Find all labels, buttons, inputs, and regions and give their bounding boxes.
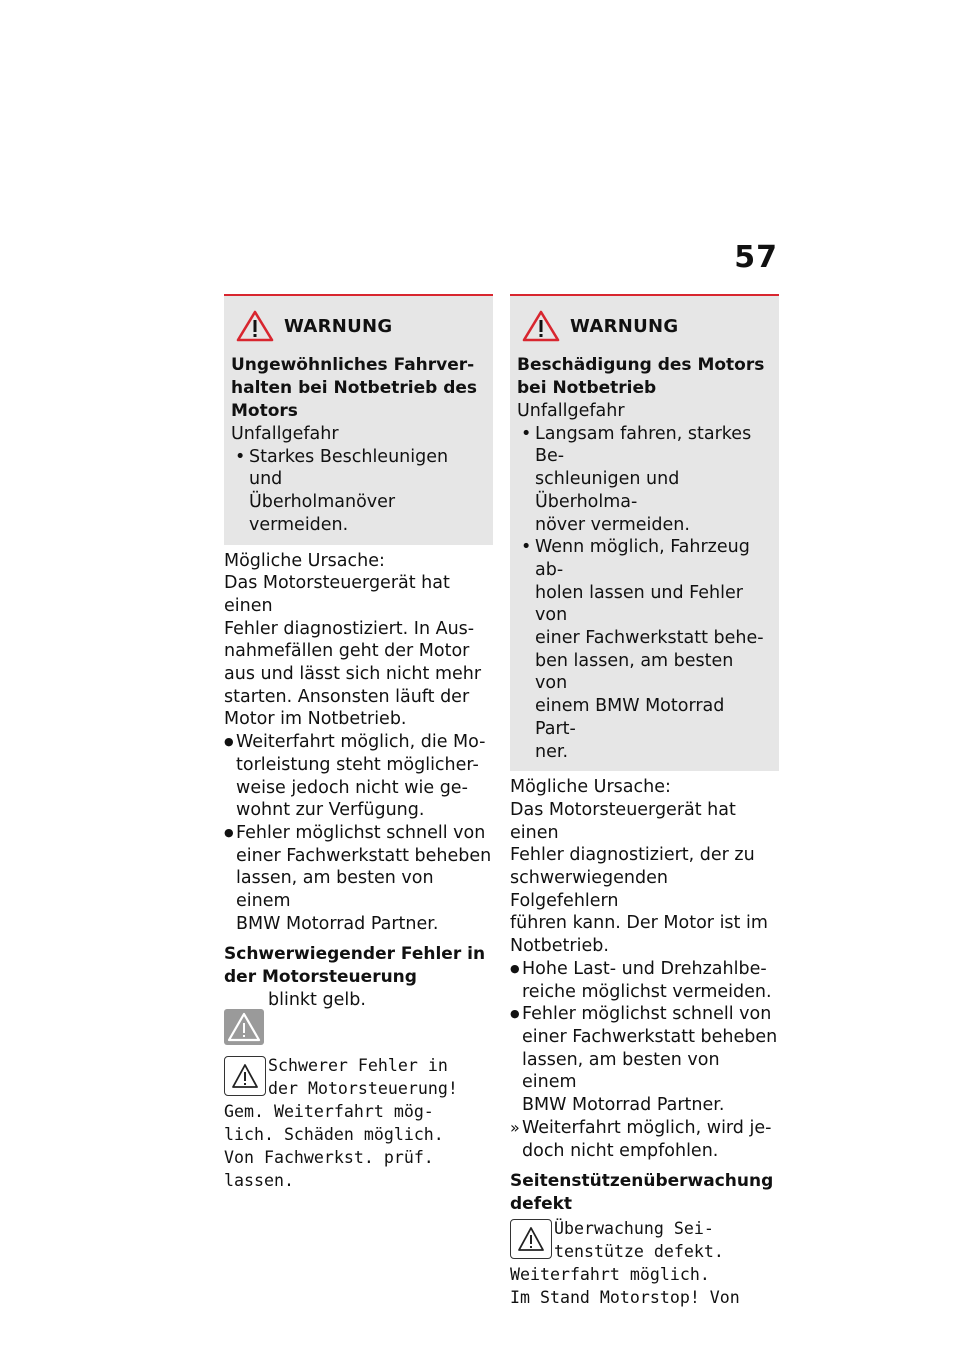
warning-box-left: [224, 294, 493, 545]
warning-box-right: [510, 294, 779, 771]
display-warning-icon: [510, 1219, 552, 1259]
action-item: ● Fehler möglichst schnell von einer Fachwerkstatt beheben lassen, am besten von einem BMW Motorrad Partner.: [224, 822, 493, 936]
action-item: ● Weiterfahrt möglich, die Mo- torleistung steht möglicher- weise jedoch nicht wie ge- wohnt zur Verfügung.: [224, 731, 493, 822]
warning-bullet: • Wenn möglich, Fahrzeug ab- holen lassen und Fehler von einer Fachwerkstatt behe- ben lassen, am besten von einem BMW Motorrad Part- ner.: [517, 536, 770, 763]
cause-label: Mögliche Ursache:: [224, 550, 385, 571]
warning-title-line: halten bei Notbetrieb des: [231, 378, 478, 398]
warning-label: WARNUNG: [570, 315, 679, 337]
display-message: Überwachung Sei- tenstütze defekt. Weiterfahrt möglich. Im Stand Motorstop! Von: [510, 1219, 740, 1307]
warning-bullet: • Starkes Beschleunigen und Überholmanöver vermeiden.: [231, 446, 484, 537]
warning-triangle-icon: [236, 310, 274, 342]
left-column: [224, 294, 493, 1193]
warning-triangle-icon: [522, 310, 560, 342]
warning-header: [522, 310, 770, 342]
display-warning-icon: [224, 1056, 266, 1096]
warning-risk: Unfallgefahr: [517, 401, 625, 421]
action-list: [224, 731, 493, 935]
result-item: » Weiterfahrt möglich, wird je- doch nicht empfohlen.: [510, 1117, 779, 1162]
indicator-text: blinkt gelb.: [268, 990, 366, 1011]
indicator-line: [224, 989, 493, 1045]
general-warning-light-icon: [224, 1009, 264, 1045]
action-item: ● Hohe Last- und Drehzahlbe- reiche möglichst vermeiden.: [510, 958, 779, 1003]
warning-title-line: Ungewöhnliches Fahrver-: [231, 355, 475, 375]
warning-header: [236, 310, 484, 342]
warning-label: WARNUNG: [284, 315, 393, 337]
warning-title: [231, 354, 484, 423]
cause-text: Das Motorsteuergerät hat einen Fehler diagnostiziert, der zu schwerwiegenden Folgefehlern führen kann. Der Motor ist im Notbetrieb.: [510, 799, 768, 957]
section-heading: Seitenstützenüberwachung defekt: [510, 1171, 774, 1215]
warning-risk: Unfallgefahr: [231, 424, 339, 444]
cause-text: Das Motorsteuergerät hat einen Fehler diagnostiziert. In Aus- nahmefällen geht der Motor aus und lässt sich nicht mehr starten. Ansonsten läuft der Motor im Notbetrieb.: [224, 573, 482, 730]
warning-bullet: • Langsam fahren, starkes Be- schleunigen und Überholma- növer vermeiden.: [517, 423, 770, 537]
section-heading: Schwerwiegender Fehler in der Motorsteuerung: [224, 944, 486, 988]
action-list: [510, 958, 779, 1162]
display-message: Schwerer Fehler in der Motorsteuerung! Gem. Weiterfahrt mög- lich. Schäden möglich. Von Fachwerkst. prüf. lassen.: [224, 1056, 458, 1190]
warning-title-line: Motors: [231, 401, 298, 421]
warning-title: Beschädigung des Motors bei Notbetrieb: [517, 355, 765, 398]
right-column: [510, 294, 779, 1310]
warning-bullets: [517, 423, 770, 764]
cause-label: Mögliche Ursache:: [510, 777, 671, 798]
page-number: 57: [734, 240, 778, 275]
action-item: ● Fehler möglichst schnell von einer Fachwerkstatt beheben lassen, am besten von einem BMW Motorrad Partner.: [510, 1003, 779, 1117]
warning-bullets: [231, 446, 484, 537]
